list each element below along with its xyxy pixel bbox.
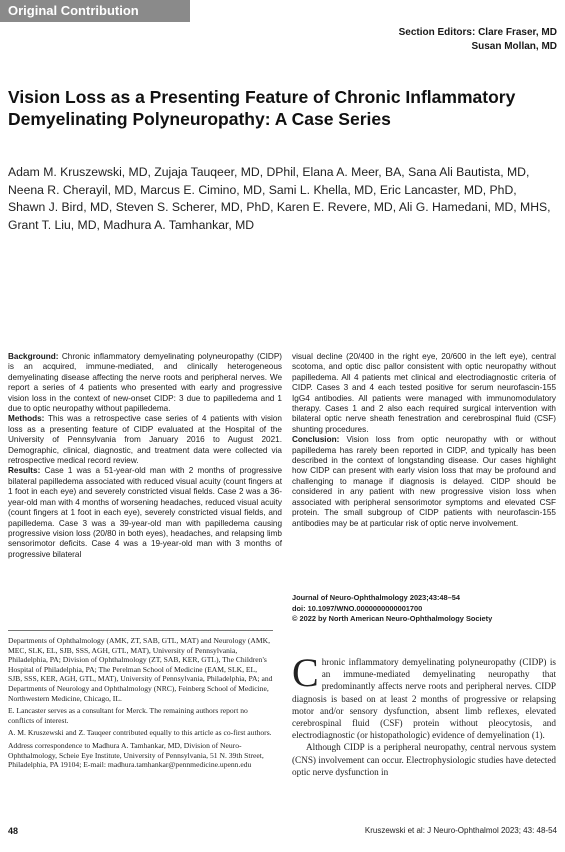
results-text-left: Case 1 was a 51-year-old man with 2 months of progressive bilateral papilledema associated with reduced visual acuity (count fingers at 1 foot in each eye) and severely constricted visual fields. Case 2 was a 36-year-old man with 4 months of worsening headaches, reduced visual acuity (count fingers at 1 foot in each eye), severely constricted visual fields, and papilledema. Case 3 was a 39-year-old man with papilledema causing progressive vision loss (20/80 in both eyes), headaches, and relapsing limb sensorimotor deficits. Case 4 was a 19-year-old man with 3 months of progressive bilateral <box>8 466 283 559</box>
article-title: Vision Loss as a Presenting Feature of Chronic Inflammatory Demyelinating Polyneuropathy: A Case Series <box>8 87 516 129</box>
footer-citation: Kruszewski et al: J Neuro-Ophthalmol 2023; 43: 48-54 <box>364 826 557 835</box>
affiliations-block <box>8 636 273 773</box>
doi[interactable]: doi: 10.1097/WNO.0000000000001700 <box>292 603 423 613</box>
methods-label: Methods: <box>8 414 45 424</box>
affiliation-divider <box>8 630 273 631</box>
background-text: Chronic inflammatory demyelinating polyneuropathy (CIDP) is an acquired, immune-mediated, and clinically heterogeneous demyelinating disease affecting the nerve roots and peripheral nerves. We report a series of 4 patients who presented with early and progressive vision loss in the context of new-onset CIDP: 3 due to papilledema and 1 due to optic neuropathy without papilledema. <box>8 352 283 414</box>
conclusion-label: Conclusion: <box>292 435 340 445</box>
methods-text: This was a retrospective case series of 4 patients with vision loss as a presenting feature of CIDP evaluated at the Hospital of the University of Pennsylvania from January 2016 to August 2021. Demographic, clinical, diagnostic, and treatment data were collected via retrospective medical record review. <box>8 414 282 466</box>
body-paragraph-2: Although CIDP is a peripheral neuropathy, central nervous system (CNS) involvement can occur. Electrophysiologic studies have detected optic nerve dysfunction in <box>292 742 556 777</box>
affiliation-correspondence: Address correspondence to Madhura A. Tamhankar, MD, Division of Neuro-Ophthalmology, Scheie Eye Institute, University of Pennsylvania, 51 N. 39th Street, Philadelphia, PA 19104; E-mail: madhura.tamhankar@pennmedicine.upenn.edu <box>8 740 264 770</box>
body-paragraph-1 <box>292 650 556 741</box>
editors-line-2: Susan Mollan, MD <box>471 41 557 52</box>
body-paragraph-1-text: hronic inflammatory demyelinating polyneuropathy (CIDP) is an immune-mediated demyelinating neuropathy that predominantly affects nerve roots and peripheral nerves. CIDP diagnosis is based on at least 2 months of progressive or relapsing motor and/or sensory dysfunction, absent limb reflexes, elevated cerebrospinal fluid (CSF) protein without pleocytosis, and electrodiagnostic (or histopathologic) evidence of demyelination (1). <box>292 657 556 741</box>
background-label: Background: <box>8 352 59 361</box>
abstract-left-column <box>8 352 282 560</box>
body-text <box>292 650 556 778</box>
section-tag: Original Contribution <box>0 0 190 22</box>
abstract-conclusion <box>292 435 556 529</box>
section-editors <box>399 26 557 54</box>
conclusion-text: Vision loss from optic neuropathy with or without papilledema has rarely been reported in CIDP, and typically has been described in the context of longstanding disease. Our cases highlight how CIDP can present with early vision loss that may be profound and challenging to manage if diagnosis is delayed. CIDP should be considered in any patient with new progressive vision loss when associated with peripheral sensorimotor symptoms and elevated CSF protein. The small subgroup of CIDP patients with neurofascin-155 antibodies may be at particular risk of optic nerve involvement. <box>292 435 556 528</box>
affiliation-equal-contribution: A. M. Kruszewski and Z. Tauqeer contributed equally to this article as co-first authors. <box>8 728 272 738</box>
results-label: Results: <box>8 466 41 476</box>
drop-cap: C <box>292 650 319 695</box>
abstract-methods <box>8 414 282 466</box>
editors-line-1: Section Editors: Clare Fraser, MD <box>398 27 557 38</box>
abstract-background <box>8 352 282 414</box>
abstract-right-column <box>292 352 556 529</box>
article-meta <box>292 593 556 625</box>
abstract-results <box>8 466 282 560</box>
affiliation-departments: Departments of Ophthalmology (AMK, ZT, SAB, GTL, MAT) and Neurology (AMK, MEC, SLK, EL, SJB, SSS, AGH, GTL, MAT), University of Pennsylvania, Philadelphia, PA; Division of Ophthalmology (ZT, SAB, KER, GTL), The Children's Hospital of Philadelphia, PA; The Perelman School of Medicine (EAM, SLK, EL, SJB, SSS, KER, AGH, GTL, MAT), University of Pennsylvania, Philadelphia, PA; and Departments of Neurology and Ophthalmology (NRC), Feinberg School of Medicine, Northwestern Medicine, Chicago, IL. <box>8 636 273 703</box>
page-number: 48 <box>8 826 19 836</box>
author-list: Adam M. Kruszewski, MD, Zujaja Tauqeer, MD, DPhil, Elana A. Meer, BA, Sana Ali Bautista, MD, Neena R. Cherayil, MD, Marcus E. Cimino, MD, Sami L. Khella, MD, Eric Lancaster, MD, PhD, Shawn J. Bird, MD, Steven S. Scherer, MD, PhD, Karen E. Revere, MD, Ali G. Hamedani, MD, MHS, Grant T. Liu, MD, Madhura A. Tamhankar, MD <box>8 165 551 232</box>
copyright: © 2022 by North American Neuro-Ophthalmology Society <box>292 614 493 624</box>
journal-reference: Journal of Neuro-Ophthalmology 2023;43:48–54 <box>292 593 460 602</box>
affiliation-disclosure: E. Lancaster serves as a consultant for Merck. The remaining authors report no conflicts of interest. <box>8 706 248 725</box>
results-continued: visual decline (20/400 in the right eye, 20/600 in the left eye), central scotoma, and optic disc pallor consistent with optic neuropathy without papilledema. All 4 patients met clinical and electrodiagnostic criteria of CIDP. Cases 3 and 4 each tested positive for serum neurofascin-155 IgG4 antibodies. All patients were managed with immunomodulatory therapy. Cases 1 and 2 also each required surgical intervention with bilateral optic nerve sheath fenestration and cerebrospinal fluid (CSF) shunting procedures. <box>292 352 556 434</box>
